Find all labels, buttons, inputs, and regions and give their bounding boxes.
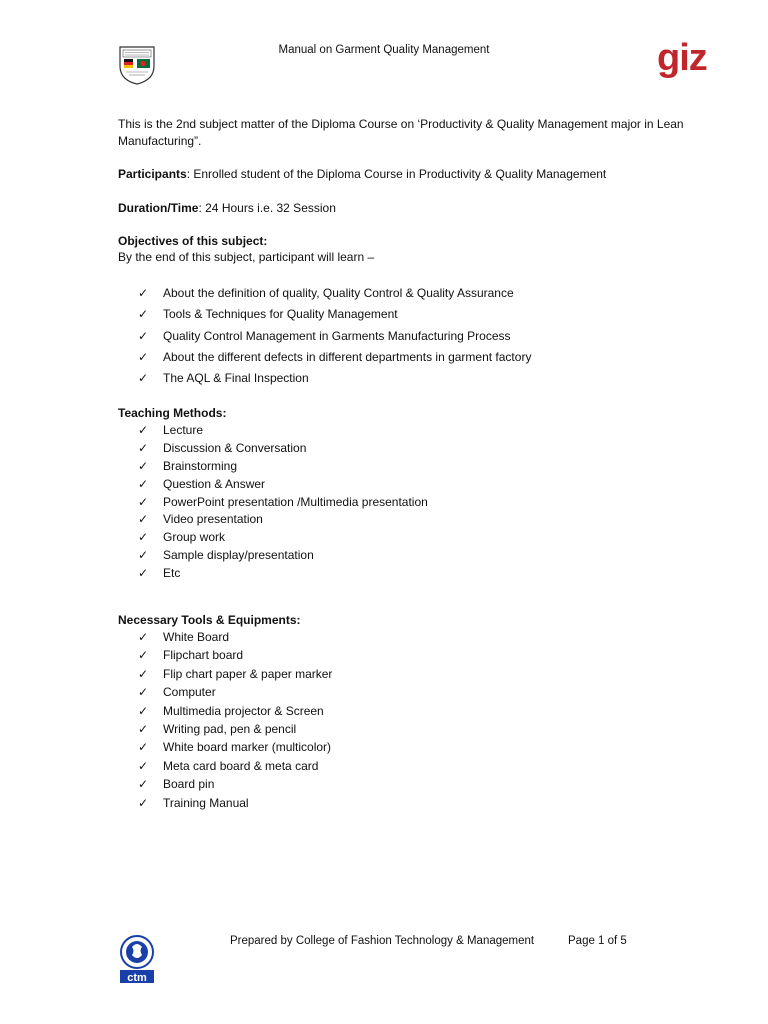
- check-icon: ✓: [138, 371, 149, 386]
- check-icon: ✓: [138, 548, 149, 563]
- list-item: ✓ Etc: [138, 566, 181, 581]
- check-icon: ✓: [138, 740, 149, 755]
- check-icon: ✓: [138, 458, 149, 473]
- teaching-methods-heading: Teaching Methods:: [118, 406, 227, 420]
- check-icon: ✓: [138, 286, 149, 300]
- check-icon: ✓: [138, 758, 149, 773]
- check-icon: ✓: [138, 512, 149, 527]
- giz-logo: giz: [657, 37, 707, 79]
- list-item: ✓ Question & Answer: [138, 476, 266, 491]
- list-item: ✓ Brainstorming: [138, 458, 238, 473]
- check-icon: ✓: [138, 666, 149, 681]
- list-item: ✓ About the definition of quality, Quality Control & Quality Assurance: [138, 286, 514, 300]
- list-item: ✓ Flipchart board: [138, 648, 244, 663]
- list-item: ✓ The AQL & Final Inspection: [138, 371, 309, 386]
- check-icon: ✓: [138, 777, 149, 792]
- list-item: ✓ Tools & Techniques for Quality Management: [138, 307, 398, 322]
- list-item: ✓ Lecture: [138, 423, 204, 437]
- list-item: ✓ Board pin: [138, 777, 215, 792]
- list-item: ✓ White board marker (multicolor): [138, 740, 332, 755]
- list-item: ✓ Computer: [138, 685, 216, 700]
- intro-paragraph: This is the 2nd subject matter of the Diploma Course on ‘Productivity & Quality Management major in Lean Manufacturing”.: [118, 117, 684, 148]
- ctm-logo: [118, 935, 156, 985]
- teaching-methods-list: [138, 422, 428, 583]
- list-item: ✓ Flip chart paper & paper marker: [138, 666, 333, 681]
- check-icon: ✓: [138, 328, 149, 343]
- tools-list: [138, 629, 332, 813]
- tools-heading: Necessary Tools & Equipments:: [118, 613, 301, 627]
- list-item: ✓ About the different defects in different departments in garment factory: [138, 349, 532, 364]
- list-item: ✓ White Board: [138, 630, 230, 644]
- check-icon: ✓: [138, 476, 149, 491]
- objectives-lead: By the end of this subject, participant will learn –: [118, 250, 375, 264]
- footer-page-number: Page 1 of 5: [568, 935, 627, 947]
- duration-text: : 24 Hours i.e. 32 Session: [198, 201, 336, 215]
- check-icon: ✓: [138, 630, 149, 644]
- check-icon: ✓: [138, 307, 149, 322]
- check-icon: ✓: [138, 530, 149, 545]
- check-icon: ✓: [138, 721, 149, 736]
- svg-text:ctm: ctm: [127, 972, 147, 984]
- duration-line: [118, 200, 336, 217]
- header-title: Manual on Garment Quality Management: [278, 44, 490, 56]
- list-item: ✓ Multimedia projector & Screen: [138, 703, 324, 718]
- check-icon: ✓: [138, 349, 149, 364]
- participants-line: [118, 166, 606, 183]
- duration-label: Duration/Time: [118, 201, 199, 215]
- footer-prepared-by: Prepared by College of Fashion Technology & Management: [230, 935, 535, 947]
- list-item: ✓ Quality Control Management in Garments Manufacturing Process: [138, 328, 511, 343]
- list-item: ✓ Sample display/presentation: [138, 548, 314, 563]
- participants-label: Participants: [118, 167, 187, 181]
- participants-text: : Enrolled student of the Diploma Course in Productivity & Quality Management: [186, 167, 607, 181]
- list-item: ✓ Group work: [138, 530, 226, 545]
- list-item: ✓ PowerPoint presentation /Multimedia presentation: [138, 494, 428, 509]
- list-item: ✓ Meta card board & meta card: [138, 758, 319, 773]
- objectives-list: [138, 285, 531, 391]
- check-icon: ✓: [138, 566, 149, 581]
- check-icon: ✓: [138, 703, 149, 718]
- objectives-heading: Objectives of this subject:: [118, 234, 268, 248]
- check-icon: ✓: [138, 440, 149, 455]
- check-icon: ✓: [138, 685, 149, 700]
- check-icon: ✓: [138, 423, 149, 437]
- check-icon: ✓: [138, 795, 149, 810]
- list-item: ✓ Video presentation: [138, 512, 263, 527]
- check-icon: ✓: [138, 648, 149, 663]
- check-icon: ✓: [138, 494, 149, 509]
- list-item: ✓ Training Manual: [138, 795, 249, 810]
- list-item: ✓ Discussion & Conversation: [138, 440, 307, 455]
- list-item: ✓ Writing pad, pen & pencil: [138, 721, 297, 736]
